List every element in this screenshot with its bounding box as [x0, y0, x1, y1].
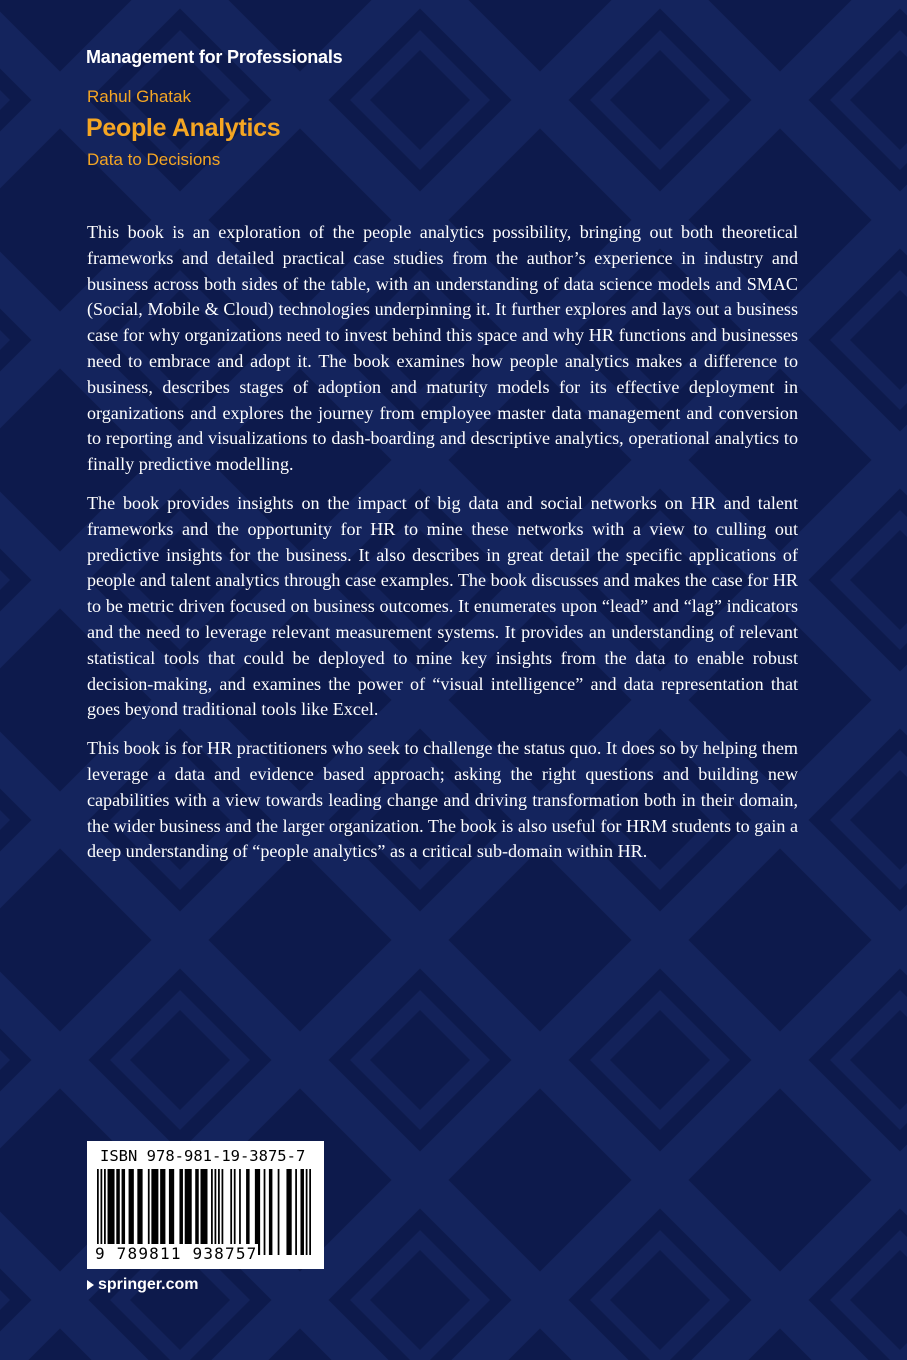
barcode-bar: [269, 1169, 273, 1255]
publisher-link[interactable]: [87, 1276, 198, 1294]
book-description: [87, 220, 798, 878]
barcode-bar: [195, 1169, 199, 1255]
publisher-url: springer.com: [98, 1276, 199, 1293]
barcode-bar: [151, 1169, 158, 1255]
barcode-bar: [97, 1169, 99, 1255]
arrow-right-icon: [87, 1280, 94, 1290]
barcode-bar: [264, 1169, 266, 1255]
book-title: People Analytics: [86, 114, 281, 142]
barcode-bar: [255, 1169, 260, 1255]
barcode-bar: [104, 1169, 106, 1255]
barcode-bar: [101, 1169, 103, 1255]
description-paragraph-2: The book provides insights on the impact of big data and social networks on HR and talent frameworks and the opportunity for HR to mine these networks with a view to culling out predictive insights for the business. It also describes in great detail the specific applications of people and talent analytics through case examples. The book discusses and makes the case for HR to be metric driven focused on business outcomes. It enumerates upon “lead” and “lag” indicators and the need to leverage relevant measurement systems. It provides an understanding of relevant statistical tools that could be deployed to mine key insights from the data to enable robust decision-making, and examines the power of “visual intelligence” and data representation that goes beyond traditional tools like Excel.: [87, 492, 798, 720]
barcode-bars: [97, 1169, 311, 1255]
book-subtitle: Data to Decisions: [87, 150, 221, 169]
barcode-bar: [222, 1169, 224, 1255]
barcode-bar: [306, 1169, 308, 1255]
barcode-bar: [122, 1169, 126, 1255]
barcode-bar: [116, 1169, 120, 1255]
isbn-label: ISBN 978-981-19-3875-7: [100, 1147, 306, 1165]
barcode-bar: [160, 1169, 165, 1255]
barcode-bar: [230, 1169, 232, 1255]
barcode-bar: [246, 1169, 250, 1255]
barcode-bar: [179, 1169, 183, 1255]
series-title: Management for Professionals: [86, 47, 343, 67]
barcode-bar: [278, 1169, 280, 1255]
description-paragraph-1: This book is an exploration of the people analytics possibility, bringing out both theoretical frameworks and detailed practical case studies from the author’s experience in industry and business across both sides of the table, with an understanding of data science models and SMAC (Social, Mobile & Cloud) technologies underpinning it. It further explores and lays out a business case for why organizations need to invest behind this space and why HR functions and businesses need to embrace and adopt it. The book examines how people analytics makes a difference to business, describes stages of adoption and maturity models for its effective deployment in organizations and explores the journey from employee master data management and conversion to reporting and visualizations to dash-boarding and descriptive analytics, operational analytics to finally predictive modelling.: [87, 222, 798, 475]
barcode-bar: [218, 1169, 220, 1255]
barcode-bar: [295, 1169, 297, 1255]
barcode-bar: [215, 1169, 217, 1255]
isbn-digits: 9 789811 938757: [95, 1244, 258, 1263]
barcode-bar: [185, 1169, 192, 1255]
barcode-bar: [137, 1169, 142, 1255]
barcode-bar: [108, 1169, 115, 1255]
barcode-bar: [129, 1169, 134, 1255]
author-name: Rahul Ghatak: [87, 87, 191, 106]
barcode-bar: [286, 1169, 291, 1255]
barcode-bar: [211, 1169, 213, 1255]
barcode-bar: [169, 1169, 174, 1255]
barcode-bar: [148, 1169, 150, 1255]
barcode-bar: [239, 1169, 241, 1255]
barcode-bar: [200, 1169, 207, 1255]
isbn-barcode: [87, 1141, 324, 1269]
description-paragraph-3: This book is for HR practitioners who seek to challenge the status quo. It does so by helping them leverage a data and evidence based approach; asking the right questions and building new capabilities with a view towards leading change and driving transformation both in their domain, the wider business and the larger organization. The book is also useful for HRM students to gain a deep understanding of “people analytics” as a critical sub-domain within HR.: [87, 738, 798, 862]
barcode-bar: [234, 1169, 236, 1255]
barcode-bar: [309, 1169, 311, 1255]
barcode-bar: [300, 1169, 304, 1255]
